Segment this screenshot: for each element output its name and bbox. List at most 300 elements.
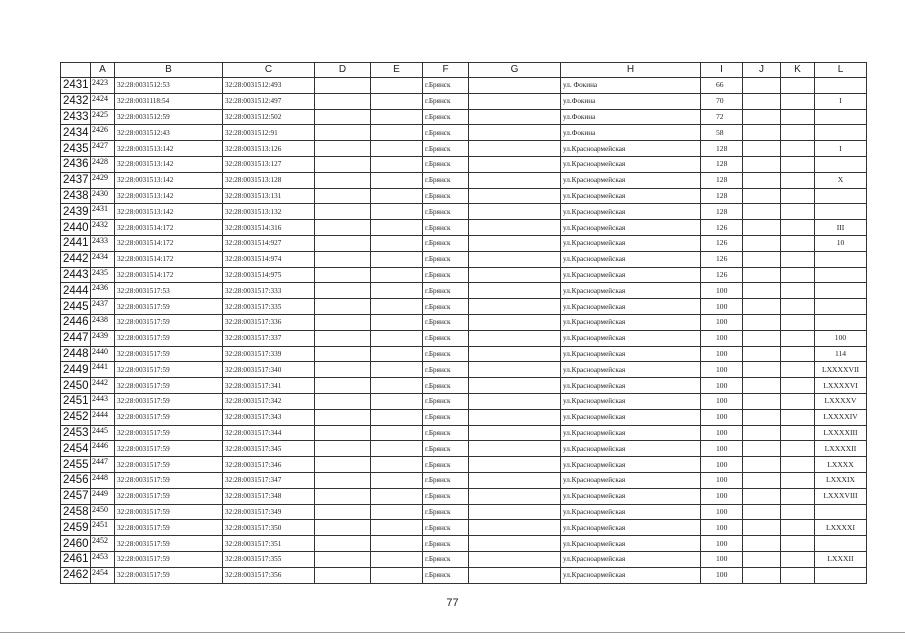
cell-f[interactable]: г.Брянск bbox=[423, 172, 469, 188]
cell-a[interactable]: 2439 bbox=[91, 330, 115, 346]
cell-g[interactable] bbox=[469, 125, 561, 141]
cell-k[interactable] bbox=[781, 457, 815, 473]
cell-d[interactable] bbox=[315, 314, 371, 330]
cell-i[interactable]: 100 bbox=[701, 283, 743, 299]
cell-a[interactable]: 2427 bbox=[91, 141, 115, 157]
cell-i[interactable]: 100 bbox=[701, 362, 743, 378]
cell-f[interactable]: г.Брянск bbox=[423, 220, 469, 236]
cell-g[interactable] bbox=[469, 299, 561, 315]
cell-d[interactable] bbox=[315, 204, 371, 220]
row-number[interactable]: 2460 bbox=[61, 536, 91, 552]
cell-c[interactable]: 32:28:0031517:341 bbox=[223, 378, 315, 394]
row-number[interactable]: 2447 bbox=[61, 330, 91, 346]
cell-e[interactable] bbox=[371, 457, 423, 473]
cell-a[interactable]: 2442 bbox=[91, 378, 115, 394]
cell-e[interactable] bbox=[371, 188, 423, 204]
cell-l[interactable]: III bbox=[815, 220, 867, 236]
cell-b[interactable]: 32:28:0031517:59 bbox=[115, 299, 223, 315]
cell-b[interactable]: 32:28:0031517:59 bbox=[115, 488, 223, 504]
cell-b[interactable]: 32:28:0031512:59 bbox=[115, 109, 223, 125]
cell-e[interactable] bbox=[371, 393, 423, 409]
cell-j[interactable] bbox=[743, 488, 781, 504]
cell-a[interactable]: 2436 bbox=[91, 283, 115, 299]
cell-c[interactable]: 32:28:0031512:91 bbox=[223, 125, 315, 141]
cell-c[interactable]: 32:28:0031512:502 bbox=[223, 109, 315, 125]
cell-a[interactable]: 2438 bbox=[91, 314, 115, 330]
cell-g[interactable] bbox=[469, 551, 561, 567]
cell-a[interactable]: 2452 bbox=[91, 536, 115, 552]
cell-e[interactable] bbox=[371, 299, 423, 315]
cell-a[interactable]: 2425 bbox=[91, 109, 115, 125]
cell-h[interactable]: ул.Красноармейская bbox=[561, 235, 701, 251]
cell-g[interactable] bbox=[469, 251, 561, 267]
cell-j[interactable] bbox=[743, 567, 781, 583]
cell-c[interactable]: 32:28:0031517:333 bbox=[223, 283, 315, 299]
row-number[interactable]: 2448 bbox=[61, 346, 91, 362]
cell-d[interactable] bbox=[315, 125, 371, 141]
cell-c[interactable]: 32:28:0031514:927 bbox=[223, 235, 315, 251]
cell-k[interactable] bbox=[781, 283, 815, 299]
cell-l[interactable]: 114 bbox=[815, 346, 867, 362]
cell-j[interactable] bbox=[743, 93, 781, 109]
cell-b[interactable]: 32:28:0031517:59 bbox=[115, 346, 223, 362]
cell-d[interactable] bbox=[315, 409, 371, 425]
cell-f[interactable]: г.Брянск bbox=[423, 109, 469, 125]
cell-a[interactable]: 2443 bbox=[91, 393, 115, 409]
cell-g[interactable] bbox=[469, 204, 561, 220]
cell-i[interactable]: 100 bbox=[701, 520, 743, 536]
cell-g[interactable] bbox=[469, 567, 561, 583]
cell-b[interactable]: 32:28:0031517:59 bbox=[115, 567, 223, 583]
cell-k[interactable] bbox=[781, 204, 815, 220]
cell-f[interactable]: г.Брянск bbox=[423, 393, 469, 409]
cell-e[interactable] bbox=[371, 78, 423, 94]
cell-e[interactable] bbox=[371, 267, 423, 283]
cell-a[interactable]: 2440 bbox=[91, 346, 115, 362]
row-number[interactable]: 2453 bbox=[61, 425, 91, 441]
cell-i[interactable]: 128 bbox=[701, 188, 743, 204]
cell-k[interactable] bbox=[781, 567, 815, 583]
cell-i[interactable]: 100 bbox=[701, 409, 743, 425]
cell-e[interactable] bbox=[371, 125, 423, 141]
cell-d[interactable] bbox=[315, 235, 371, 251]
cell-b[interactable]: 32:28:0031517:59 bbox=[115, 472, 223, 488]
cell-h[interactable]: ул.Красноармейская bbox=[561, 472, 701, 488]
cell-k[interactable] bbox=[781, 109, 815, 125]
cell-b[interactable]: 32:28:0031517:59 bbox=[115, 457, 223, 473]
cell-e[interactable] bbox=[371, 378, 423, 394]
cell-h[interactable]: ул.Красноармейская bbox=[561, 567, 701, 583]
cell-f[interactable]: г.Брянск bbox=[423, 536, 469, 552]
row-number[interactable]: 2446 bbox=[61, 314, 91, 330]
cell-h[interactable]: ул.Красноармейская bbox=[561, 172, 701, 188]
cell-e[interactable] bbox=[371, 156, 423, 172]
row-number[interactable]: 2456 bbox=[61, 472, 91, 488]
cell-d[interactable] bbox=[315, 299, 371, 315]
cell-f[interactable]: г.Брянск bbox=[423, 330, 469, 346]
cell-c[interactable]: 32:28:0031513:126 bbox=[223, 141, 315, 157]
cell-c[interactable]: 32:28:0031517:344 bbox=[223, 425, 315, 441]
cell-k[interactable] bbox=[781, 125, 815, 141]
cell-g[interactable] bbox=[469, 220, 561, 236]
cell-j[interactable] bbox=[743, 267, 781, 283]
cell-h[interactable]: ул.Красноармейская bbox=[561, 504, 701, 520]
cell-a[interactable]: 2435 bbox=[91, 267, 115, 283]
cell-k[interactable] bbox=[781, 156, 815, 172]
cell-l[interactable]: LXXXXI bbox=[815, 520, 867, 536]
cell-j[interactable] bbox=[743, 330, 781, 346]
cell-h[interactable]: ул.Фокина bbox=[561, 109, 701, 125]
cell-j[interactable] bbox=[743, 314, 781, 330]
cell-f[interactable]: г.Брянск bbox=[423, 235, 469, 251]
cell-i[interactable]: 100 bbox=[701, 551, 743, 567]
cell-f[interactable]: г.Брянск bbox=[423, 299, 469, 315]
row-number[interactable]: 2437 bbox=[61, 172, 91, 188]
cell-f[interactable]: г.Брянск bbox=[423, 362, 469, 378]
cell-j[interactable] bbox=[743, 472, 781, 488]
cell-l[interactable]: 100 bbox=[815, 330, 867, 346]
cell-f[interactable]: г.Брянск bbox=[423, 204, 469, 220]
cell-f[interactable]: г.Брянск bbox=[423, 472, 469, 488]
cell-h[interactable]: ул.Красноармейская bbox=[561, 551, 701, 567]
cell-e[interactable] bbox=[371, 472, 423, 488]
cell-i[interactable]: 70 bbox=[701, 93, 743, 109]
row-number[interactable]: 2436 bbox=[61, 156, 91, 172]
cell-f[interactable]: г.Брянск bbox=[423, 441, 469, 457]
cell-g[interactable] bbox=[469, 393, 561, 409]
row-number[interactable]: 2443 bbox=[61, 267, 91, 283]
cell-e[interactable] bbox=[371, 441, 423, 457]
cell-g[interactable] bbox=[469, 188, 561, 204]
cell-a[interactable]: 2451 bbox=[91, 520, 115, 536]
row-number[interactable]: 2438 bbox=[61, 188, 91, 204]
cell-b[interactable]: 32:28:0031513:142 bbox=[115, 172, 223, 188]
cell-k[interactable] bbox=[781, 378, 815, 394]
cell-c[interactable]: 32:28:0031517:340 bbox=[223, 362, 315, 378]
cell-h[interactable]: ул.Фокина bbox=[561, 93, 701, 109]
cell-d[interactable] bbox=[315, 78, 371, 94]
cell-b[interactable]: 32:28:0031513:142 bbox=[115, 188, 223, 204]
cell-b[interactable]: 32:28:0031517:59 bbox=[115, 409, 223, 425]
cell-d[interactable] bbox=[315, 536, 371, 552]
cell-i[interactable]: 128 bbox=[701, 156, 743, 172]
row-number[interactable]: 2451 bbox=[61, 393, 91, 409]
cell-j[interactable] bbox=[743, 362, 781, 378]
cell-c[interactable]: 32:28:0031513:128 bbox=[223, 172, 315, 188]
cell-e[interactable] bbox=[371, 567, 423, 583]
cell-l[interactable]: LXXXII bbox=[815, 551, 867, 567]
cell-l[interactable]: LXXXXVI bbox=[815, 378, 867, 394]
row-number[interactable]: 2444 bbox=[61, 283, 91, 299]
cell-f[interactable]: г.Брянск bbox=[423, 314, 469, 330]
cell-h[interactable]: ул.Красноармейская bbox=[561, 425, 701, 441]
cell-e[interactable] bbox=[371, 251, 423, 267]
cell-h[interactable]: ул.Красноармейская bbox=[561, 141, 701, 157]
cell-i[interactable]: 100 bbox=[701, 567, 743, 583]
cell-f[interactable]: г.Брянск bbox=[423, 409, 469, 425]
cell-h[interactable]: ул.Красноармейская bbox=[561, 441, 701, 457]
cell-a[interactable]: 2445 bbox=[91, 425, 115, 441]
cell-e[interactable] bbox=[371, 235, 423, 251]
cell-g[interactable] bbox=[469, 267, 561, 283]
cell-a[interactable]: 2429 bbox=[91, 172, 115, 188]
row-number[interactable]: 2452 bbox=[61, 409, 91, 425]
cell-d[interactable] bbox=[315, 567, 371, 583]
cell-k[interactable] bbox=[781, 299, 815, 315]
cell-g[interactable] bbox=[469, 457, 561, 473]
row-number[interactable]: 2434 bbox=[61, 125, 91, 141]
cell-a[interactable]: 2441 bbox=[91, 362, 115, 378]
cell-k[interactable] bbox=[781, 362, 815, 378]
cell-j[interactable] bbox=[743, 441, 781, 457]
cell-g[interactable] bbox=[469, 78, 561, 94]
cell-l[interactable]: X bbox=[815, 172, 867, 188]
cell-a[interactable]: 2424 bbox=[91, 93, 115, 109]
row-number[interactable]: 2431 bbox=[61, 78, 91, 94]
cell-h[interactable]: ул.Красноармейская bbox=[561, 536, 701, 552]
cell-g[interactable] bbox=[469, 520, 561, 536]
cell-e[interactable] bbox=[371, 504, 423, 520]
cell-l[interactable] bbox=[815, 188, 867, 204]
cell-b[interactable]: 32:28:0031513:142 bbox=[115, 156, 223, 172]
cell-d[interactable] bbox=[315, 141, 371, 157]
cell-j[interactable] bbox=[743, 409, 781, 425]
cell-a[interactable]: 2448 bbox=[91, 472, 115, 488]
cell-h[interactable]: ул.Красноармейская bbox=[561, 283, 701, 299]
cell-i[interactable]: 100 bbox=[701, 314, 743, 330]
cell-k[interactable] bbox=[781, 393, 815, 409]
cell-j[interactable] bbox=[743, 457, 781, 473]
cell-d[interactable] bbox=[315, 220, 371, 236]
cell-j[interactable] bbox=[743, 378, 781, 394]
cell-l[interactable] bbox=[815, 536, 867, 552]
cell-b[interactable]: 32:28:0031517:59 bbox=[115, 393, 223, 409]
cell-h[interactable]: ул.Красноармейская bbox=[561, 409, 701, 425]
row-number[interactable]: 2454 bbox=[61, 441, 91, 457]
cell-d[interactable] bbox=[315, 551, 371, 567]
cell-h[interactable]: ул.Красноармейская bbox=[561, 378, 701, 394]
cell-c[interactable]: 32:28:0031517:335 bbox=[223, 299, 315, 315]
cell-l[interactable]: LXXXXV bbox=[815, 393, 867, 409]
cell-d[interactable] bbox=[315, 504, 371, 520]
row-number[interactable]: 2458 bbox=[61, 504, 91, 520]
cell-b[interactable]: 32:28:0031514:172 bbox=[115, 220, 223, 236]
cell-j[interactable] bbox=[743, 172, 781, 188]
row-number[interactable]: 2442 bbox=[61, 251, 91, 267]
cell-f[interactable]: г.Брянск bbox=[423, 141, 469, 157]
cell-l[interactable] bbox=[815, 267, 867, 283]
cell-i[interactable]: 100 bbox=[701, 330, 743, 346]
cell-f[interactable]: г.Брянск bbox=[423, 425, 469, 441]
row-number[interactable]: 2439 bbox=[61, 204, 91, 220]
cell-c[interactable]: 32:28:0031517:349 bbox=[223, 504, 315, 520]
cell-d[interactable] bbox=[315, 267, 371, 283]
cell-a[interactable]: 2433 bbox=[91, 235, 115, 251]
cell-h[interactable]: ул.Красноармейская bbox=[561, 314, 701, 330]
cell-b[interactable]: 32:28:0031512:43 bbox=[115, 125, 223, 141]
cell-j[interactable] bbox=[743, 109, 781, 125]
cell-e[interactable] bbox=[371, 346, 423, 362]
cell-l[interactable] bbox=[815, 314, 867, 330]
cell-c[interactable]: 32:28:0031517:347 bbox=[223, 472, 315, 488]
cell-b[interactable]: 32:28:0031514:172 bbox=[115, 267, 223, 283]
cell-d[interactable] bbox=[315, 425, 371, 441]
cell-c[interactable]: 32:28:0031513:127 bbox=[223, 156, 315, 172]
cell-j[interactable] bbox=[743, 425, 781, 441]
cell-d[interactable] bbox=[315, 93, 371, 109]
cell-d[interactable] bbox=[315, 188, 371, 204]
cell-c[interactable]: 32:28:0031512:493 bbox=[223, 78, 315, 94]
cell-h[interactable]: ул.Красноармейская bbox=[561, 267, 701, 283]
cell-k[interactable] bbox=[781, 441, 815, 457]
cell-e[interactable] bbox=[371, 141, 423, 157]
cell-c[interactable]: 32:28:0031517:339 bbox=[223, 346, 315, 362]
cell-j[interactable] bbox=[743, 220, 781, 236]
cell-j[interactable] bbox=[743, 235, 781, 251]
cell-j[interactable] bbox=[743, 283, 781, 299]
cell-i[interactable]: 126 bbox=[701, 220, 743, 236]
cell-k[interactable] bbox=[781, 188, 815, 204]
row-number[interactable]: 2432 bbox=[61, 93, 91, 109]
cell-g[interactable] bbox=[469, 314, 561, 330]
cell-h[interactable]: ул.Красноармейская bbox=[561, 488, 701, 504]
cell-d[interactable] bbox=[315, 378, 371, 394]
cell-d[interactable] bbox=[315, 330, 371, 346]
cell-d[interactable] bbox=[315, 488, 371, 504]
cell-a[interactable]: 2450 bbox=[91, 504, 115, 520]
cell-d[interactable] bbox=[315, 362, 371, 378]
cell-f[interactable]: г.Брянск bbox=[423, 267, 469, 283]
cell-i[interactable]: 100 bbox=[701, 472, 743, 488]
cell-h[interactable]: ул.Красноармейская bbox=[561, 188, 701, 204]
cell-e[interactable] bbox=[371, 488, 423, 504]
cell-g[interactable] bbox=[469, 283, 561, 299]
row-number[interactable]: 2433 bbox=[61, 109, 91, 125]
cell-j[interactable] bbox=[743, 141, 781, 157]
cell-j[interactable] bbox=[743, 78, 781, 94]
cell-g[interactable] bbox=[469, 109, 561, 125]
cell-j[interactable] bbox=[743, 551, 781, 567]
cell-c[interactable]: 32:28:0031517:342 bbox=[223, 393, 315, 409]
cell-g[interactable] bbox=[469, 172, 561, 188]
cell-g[interactable] bbox=[469, 346, 561, 362]
cell-e[interactable] bbox=[371, 204, 423, 220]
cell-j[interactable] bbox=[743, 125, 781, 141]
row-number[interactable]: 2450 bbox=[61, 378, 91, 394]
cell-g[interactable] bbox=[469, 504, 561, 520]
cell-k[interactable] bbox=[781, 536, 815, 552]
cell-b[interactable]: 32:28:0031118:54 bbox=[115, 93, 223, 109]
row-number[interactable]: 2445 bbox=[61, 299, 91, 315]
cell-i[interactable]: 126 bbox=[701, 235, 743, 251]
cell-e[interactable] bbox=[371, 551, 423, 567]
cell-b[interactable]: 32:28:0031517:59 bbox=[115, 504, 223, 520]
row-number[interactable]: 2461 bbox=[61, 551, 91, 567]
cell-a[interactable]: 2430 bbox=[91, 188, 115, 204]
cell-b[interactable]: 32:28:0031517:59 bbox=[115, 520, 223, 536]
cell-e[interactable] bbox=[371, 409, 423, 425]
cell-f[interactable]: г.Брянск bbox=[423, 156, 469, 172]
cell-b[interactable]: 32:28:0031517:53 bbox=[115, 283, 223, 299]
cell-l[interactable] bbox=[815, 251, 867, 267]
cell-i[interactable]: 58 bbox=[701, 125, 743, 141]
cell-i[interactable]: 100 bbox=[701, 488, 743, 504]
cell-c[interactable]: 32:28:0031513:131 bbox=[223, 188, 315, 204]
cell-g[interactable] bbox=[469, 93, 561, 109]
cell-l[interactable] bbox=[815, 204, 867, 220]
cell-a[interactable]: 2446 bbox=[91, 441, 115, 457]
cell-h[interactable]: ул. Фокина bbox=[561, 78, 701, 94]
cell-e[interactable] bbox=[371, 520, 423, 536]
cell-f[interactable]: г.Брянск bbox=[423, 504, 469, 520]
cell-d[interactable] bbox=[315, 441, 371, 457]
cell-i[interactable]: 100 bbox=[701, 441, 743, 457]
cell-g[interactable] bbox=[469, 409, 561, 425]
cell-e[interactable] bbox=[371, 109, 423, 125]
cell-d[interactable] bbox=[315, 283, 371, 299]
cell-l[interactable]: LXXXVIII bbox=[815, 488, 867, 504]
cell-h[interactable]: ул.Красноармейская bbox=[561, 393, 701, 409]
cell-k[interactable] bbox=[781, 425, 815, 441]
cell-a[interactable]: 2444 bbox=[91, 409, 115, 425]
cell-k[interactable] bbox=[781, 267, 815, 283]
cell-f[interactable]: г.Брянск bbox=[423, 125, 469, 141]
cell-k[interactable] bbox=[781, 141, 815, 157]
cell-l[interactable]: LXXXXII bbox=[815, 441, 867, 457]
cell-e[interactable] bbox=[371, 220, 423, 236]
cell-l[interactable] bbox=[815, 109, 867, 125]
cell-c[interactable]: 32:28:0031517:356 bbox=[223, 567, 315, 583]
row-number[interactable]: 2457 bbox=[61, 488, 91, 504]
cell-i[interactable]: 66 bbox=[701, 78, 743, 94]
cell-i[interactable]: 100 bbox=[701, 457, 743, 473]
cell-i[interactable]: 128 bbox=[701, 204, 743, 220]
cell-f[interactable]: г.Брянск bbox=[423, 551, 469, 567]
cell-f[interactable]: г.Брянск bbox=[423, 93, 469, 109]
cell-a[interactable]: 2447 bbox=[91, 457, 115, 473]
cell-b[interactable]: 32:28:0031513:142 bbox=[115, 141, 223, 157]
cell-k[interactable] bbox=[781, 235, 815, 251]
cell-l[interactable]: I bbox=[815, 141, 867, 157]
cell-g[interactable] bbox=[469, 378, 561, 394]
cell-c[interactable]: 32:28:0031517:343 bbox=[223, 409, 315, 425]
cell-l[interactable] bbox=[815, 156, 867, 172]
row-number[interactable]: 2462 bbox=[61, 567, 91, 583]
cell-d[interactable] bbox=[315, 251, 371, 267]
cell-j[interactable] bbox=[743, 504, 781, 520]
cell-l[interactable]: LXXXX bbox=[815, 457, 867, 473]
row-number[interactable]: 2441 bbox=[61, 235, 91, 251]
cell-k[interactable] bbox=[781, 346, 815, 362]
cell-j[interactable] bbox=[743, 346, 781, 362]
cell-l[interactable]: LXXXXIV bbox=[815, 409, 867, 425]
cell-a[interactable]: 2423 bbox=[91, 78, 115, 94]
cell-g[interactable] bbox=[469, 330, 561, 346]
cell-h[interactable]: ул.Красноармейская bbox=[561, 330, 701, 346]
cell-k[interactable] bbox=[781, 488, 815, 504]
cell-a[interactable]: 2426 bbox=[91, 125, 115, 141]
cell-f[interactable]: г.Брянск bbox=[423, 520, 469, 536]
cell-k[interactable] bbox=[781, 409, 815, 425]
cell-i[interactable]: 72 bbox=[701, 109, 743, 125]
row-number[interactable]: 2435 bbox=[61, 141, 91, 157]
cell-k[interactable] bbox=[781, 520, 815, 536]
cell-i[interactable]: 100 bbox=[701, 299, 743, 315]
cell-c[interactable]: 32:28:0031517:337 bbox=[223, 330, 315, 346]
cell-f[interactable]: г.Брянск bbox=[423, 457, 469, 473]
cell-i[interactable]: 100 bbox=[701, 378, 743, 394]
cell-f[interactable]: г.Брянск bbox=[423, 78, 469, 94]
